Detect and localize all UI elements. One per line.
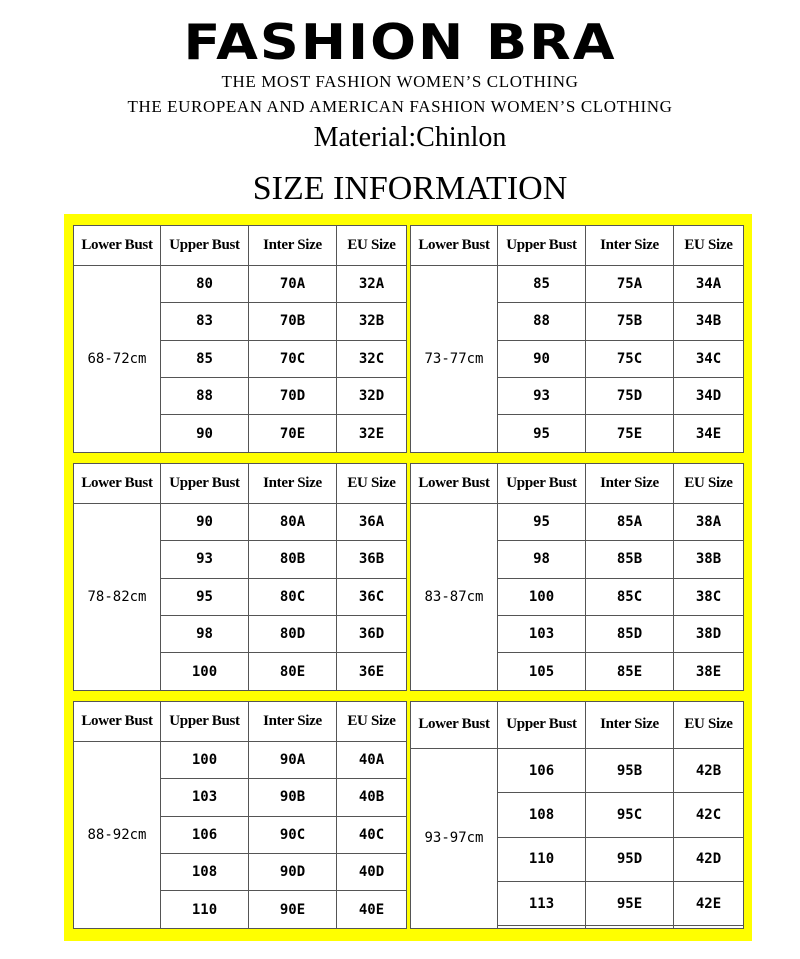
inter-size-cell: 95D <box>586 837 674 881</box>
eu-size-cell: 42E <box>674 881 744 925</box>
inter-size-cell: 85E <box>586 653 674 691</box>
upper-bust-cell: 100 <box>161 653 249 691</box>
upper-bust-cell: 90 <box>161 503 249 540</box>
inter-size-cell: 90E <box>249 891 337 929</box>
table-row <box>74 741 407 778</box>
upper-bust-cell: 106 <box>161 816 249 853</box>
eu-size-cell: 38C <box>674 578 744 615</box>
eu-size-cell: 42B <box>674 748 744 792</box>
inter-size-cell: 90C <box>249 816 337 853</box>
eu-size-cell: 32B <box>337 303 407 340</box>
eu-size-cell: 40B <box>337 779 407 816</box>
inter-size-cell: 95B <box>586 748 674 792</box>
eu-size-cell: 36E <box>337 653 407 691</box>
eu-size-cell: 32C <box>337 340 407 377</box>
upper-bust-cell: 95 <box>161 578 249 615</box>
eu-size-cell: 36C <box>337 578 407 615</box>
inter-size-cell: 70C <box>249 340 337 377</box>
upper-bust-cell: 100 <box>498 578 586 615</box>
upper-bust-cell: 110 <box>161 891 249 929</box>
upper-bust-cell: 113 <box>498 881 586 925</box>
eu-size-cell: 34D <box>674 378 744 415</box>
inter-size-cell: 70E <box>249 415 337 453</box>
upper-bust-cell: 103 <box>161 779 249 816</box>
inter-size-cell: 90D <box>249 854 337 891</box>
inter-size-cell: 70D <box>249 378 337 415</box>
eu-size-cell: 34E <box>674 415 744 453</box>
size-information-title: SIZE INFORMATION <box>252 170 568 207</box>
header-eu-size: EU Size <box>674 226 744 266</box>
size-table <box>73 701 407 929</box>
table-row <box>411 503 744 540</box>
lower-bust-cell: 83-87cm <box>411 503 498 690</box>
inter-size-cell: 80E <box>249 653 337 691</box>
upper-bust-cell: 108 <box>498 793 586 837</box>
header-eu-size: EU Size <box>337 702 407 742</box>
inter-size-cell: 85D <box>586 616 674 653</box>
size-table <box>410 463 744 691</box>
size-block <box>73 225 406 453</box>
header-row <box>74 464 407 504</box>
upper-bust-cell: 95 <box>498 415 586 453</box>
inter-size-cell: 95E <box>586 881 674 925</box>
upper-bust-cell <box>498 926 586 929</box>
inter-size-cell: 75A <box>586 265 674 302</box>
inter-size-cell: 80D <box>249 616 337 653</box>
header-row <box>411 464 744 504</box>
inter-size-cell: 85A <box>586 503 674 540</box>
eu-size-cell: 38E <box>674 653 744 691</box>
upper-bust-cell: 90 <box>498 340 586 377</box>
upper-bust-cell: 98 <box>498 541 586 578</box>
eu-size-cell: 42C <box>674 793 744 837</box>
eu-size-cell: 40C <box>337 816 407 853</box>
header-upper-bust: Upper Bust <box>161 464 249 504</box>
brand-title: FASHION BRA <box>183 14 617 71</box>
inter-size-cell: 70A <box>249 265 337 302</box>
header-inter-size: Inter Size <box>249 464 337 504</box>
size-block <box>410 463 743 691</box>
inter-size-cell: 85B <box>586 541 674 578</box>
upper-bust-cell: 95 <box>498 503 586 540</box>
lower-bust-cell: 78-82cm <box>74 503 161 690</box>
header-inter-size: Inter Size <box>586 226 674 266</box>
size-block <box>73 701 406 929</box>
eu-size-cell: 38D <box>674 616 744 653</box>
header-eu-size: EU Size <box>337 464 407 504</box>
eu-size-cell: 36D <box>337 616 407 653</box>
eu-size-cell: 32E <box>337 415 407 453</box>
header-eu-size: EU Size <box>337 226 407 266</box>
header-lower-bust: Lower Bust <box>74 702 161 742</box>
upper-bust-cell: 80 <box>161 265 249 302</box>
lower-bust-cell: 73-77cm <box>411 265 498 452</box>
header-row <box>74 226 407 266</box>
size-block <box>410 225 743 453</box>
upper-bust-cell: 108 <box>161 854 249 891</box>
size-block <box>410 701 743 929</box>
header-row <box>411 702 744 749</box>
upper-bust-cell: 103 <box>498 616 586 653</box>
upper-bust-cell: 106 <box>498 748 586 792</box>
eu-size-cell: 36B <box>337 541 407 578</box>
header-inter-size: Inter Size <box>586 464 674 504</box>
eu-size-cell: 40D <box>337 854 407 891</box>
inter-size-cell: 90B <box>249 779 337 816</box>
table-row <box>74 265 407 302</box>
upper-bust-cell: 98 <box>161 616 249 653</box>
tagline-most-fashion: THE MOST FASHION WOMEN’S CLOTHING <box>221 72 579 91</box>
upper-bust-cell: 93 <box>161 541 249 578</box>
upper-bust-cell: 88 <box>161 378 249 415</box>
upper-bust-cell: 110 <box>498 837 586 881</box>
inter-size-cell: 85C <box>586 578 674 615</box>
upper-bust-cell: 100 <box>161 741 249 778</box>
upper-bust-cell: 105 <box>498 653 586 691</box>
size-table <box>410 225 744 453</box>
header-row <box>74 702 407 742</box>
size-table <box>410 701 744 929</box>
inter-size-cell: 95C <box>586 793 674 837</box>
inter-size-cell: 90A <box>249 741 337 778</box>
header-inter-size: Inter Size <box>249 702 337 742</box>
tagline-european-american: THE EUROPEAN AND AMERICAN FASHION WOMEN’S CLOTHING <box>127 97 673 116</box>
table-row <box>411 748 744 792</box>
inter-size-cell: 75D <box>586 378 674 415</box>
inter-size-cell: 80B <box>249 541 337 578</box>
header-lower-bust: Lower Bust <box>74 226 161 266</box>
eu-size-cell: 34B <box>674 303 744 340</box>
eu-size-cell: 32D <box>337 378 407 415</box>
header-lower-bust: Lower Bust <box>74 464 161 504</box>
header-upper-bust: Upper Bust <box>161 226 249 266</box>
eu-size-cell: 40A <box>337 741 407 778</box>
header-lower-bust: Lower Bust <box>411 226 498 266</box>
upper-bust-cell: 83 <box>161 303 249 340</box>
eu-size-cell: 38A <box>674 503 744 540</box>
header-eu-size: EU Size <box>674 702 744 749</box>
header-upper-bust: Upper Bust <box>498 226 586 266</box>
upper-bust-cell: 85 <box>161 340 249 377</box>
eu-size-cell <box>674 926 744 929</box>
lower-bust-cell: 88-92cm <box>74 741 161 928</box>
eu-size-cell: 42D <box>674 837 744 881</box>
inter-size-cell: 75C <box>586 340 674 377</box>
header-eu-size: EU Size <box>674 464 744 504</box>
header-lower-bust: Lower Bust <box>411 464 498 504</box>
inter-size-cell: 75B <box>586 303 674 340</box>
header-inter-size: Inter Size <box>586 702 674 749</box>
upper-bust-cell: 85 <box>498 265 586 302</box>
material-label: Material:Chinlon <box>313 122 507 153</box>
header-upper-bust: Upper Bust <box>498 702 586 749</box>
table-row <box>411 265 744 302</box>
size-table <box>73 463 407 691</box>
header-row <box>411 226 744 266</box>
eu-size-cell: 36A <box>337 503 407 540</box>
upper-bust-cell: 93 <box>498 378 586 415</box>
upper-bust-cell: 90 <box>161 415 249 453</box>
size-chart-frame <box>64 214 752 941</box>
inter-size-cell: 80C <box>249 578 337 615</box>
inter-size-cell <box>586 926 674 929</box>
lower-bust-cell: 93-97cm <box>411 748 498 928</box>
header-upper-bust: Upper Bust <box>161 702 249 742</box>
header-upper-bust: Upper Bust <box>498 464 586 504</box>
eu-size-cell: 34C <box>674 340 744 377</box>
header-lower-bust: Lower Bust <box>411 702 498 749</box>
eu-size-cell: 40E <box>337 891 407 929</box>
size-table <box>73 225 407 453</box>
eu-size-cell: 32A <box>337 265 407 302</box>
inter-size-cell: 70B <box>249 303 337 340</box>
header-inter-size: Inter Size <box>249 226 337 266</box>
eu-size-cell: 38B <box>674 541 744 578</box>
upper-bust-cell: 88 <box>498 303 586 340</box>
lower-bust-cell: 68-72cm <box>74 265 161 452</box>
inter-size-cell: 75E <box>586 415 674 453</box>
eu-size-cell: 34A <box>674 265 744 302</box>
size-block <box>73 463 406 691</box>
table-row <box>74 503 407 540</box>
inter-size-cell: 80A <box>249 503 337 540</box>
